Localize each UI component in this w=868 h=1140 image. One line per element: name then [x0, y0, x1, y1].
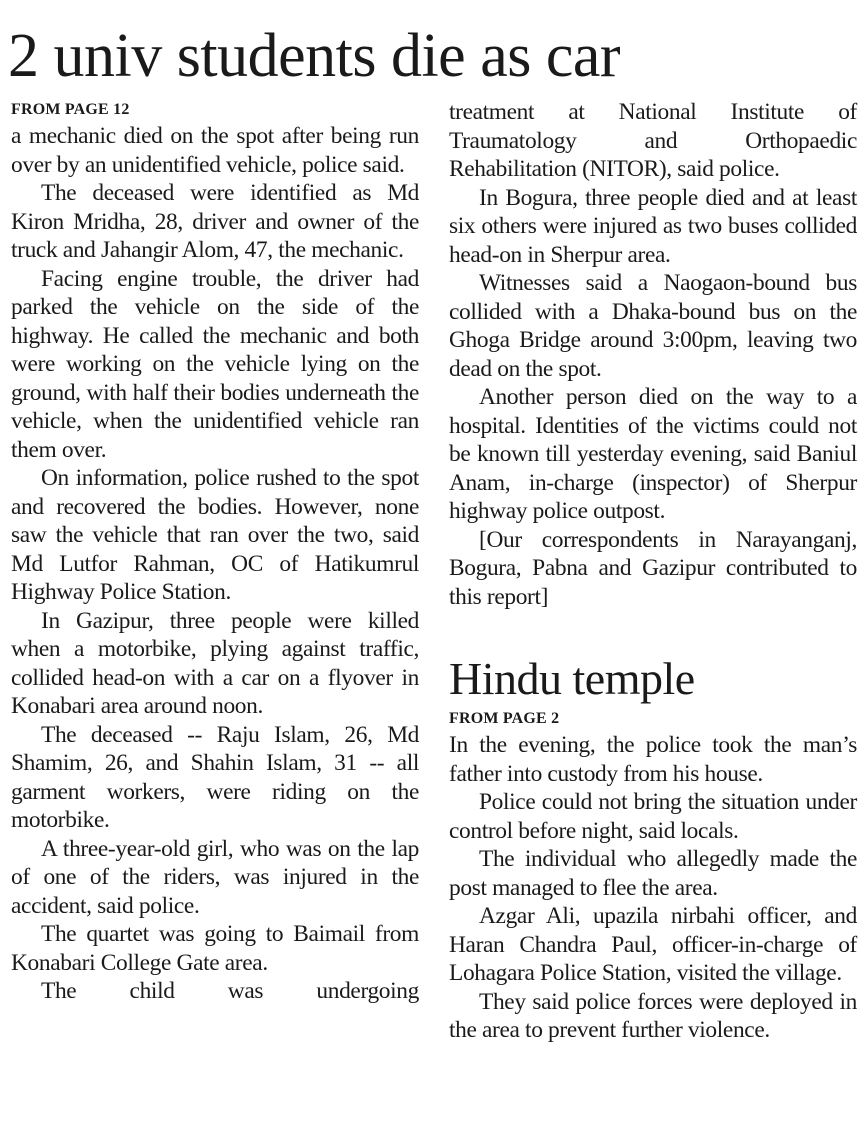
paragraph: In Bogura, three people died and at least six others were injured as two buses collided head-on in Sherpur area. [449, 184, 857, 268]
second-article-kicker: FROM PAGE 2 [449, 710, 560, 727]
paragraph: The deceased were identified as Md Kiron Mridha, 28, driver and owner of the truck and Jahangir Alom, 47, the mechanic. [11, 180, 419, 263]
paragraph: Azgar Ali, upazila nirbahi officer, and Haran Chandra Paul, officer-in-charge of Lohagara Police Station, visited the village. [449, 903, 857, 986]
paragraph: Facing engine trouble, the driver had parked the vehicle on the side of the highway. He called the mechanic and both were working on the vehicle lying on the ground, with half their bodies underneath the vehicle, when the unidentified vehicle ran them over. [11, 265, 419, 463]
paragraph-continuation: treatment at National Institute of Traumatology and Orthopaedic Rehabilitation (NITOR), said police. [449, 99, 857, 182]
paragraph: The deceased -- Raju Islam, 26, Md Shamim, 26, and Shahin Islam, 31 -- all garment workers, were riding on the motorbike. [11, 721, 419, 833]
paragraph: The quartet was going to Baimail from Konabari College Gate area. [11, 921, 419, 976]
left-column [11, 98, 419, 1006]
right-column [449, 98, 857, 1045]
article-kicker: FROM PAGE 12 [11, 101, 130, 118]
paragraph: They said police forces were deployed in the area to prevent further violence. [449, 988, 857, 1043]
paragraph: Another person died on the way to a hospital. Identities of the victims could not be known till yesterday evening, said Baniul Anam, in-charge (inspector) of Sherpur highway police outpost. [449, 384, 857, 524]
article-headline: 2 univ students die as car [8, 22, 621, 90]
paragraph: a mechanic died on the spot after being run over by an unidentified vehicle, police said. [11, 123, 419, 178]
paragraph: In the evening, the police took the man’s father into custody from his house. [449, 732, 857, 787]
paragraph: On information, police rushed to the spot and recovered the bodies. However, none saw the vehicle that ran over the two, said Md Lutfor Rahman, OC of Hatikumrul Highway Police Station. [11, 465, 419, 605]
paragraph-continued: The child was undergoing [41, 978, 419, 1004]
paragraph: In Gazipur, three people were killed when a motorbike, plying against traffic, collided head-on with a car on a flyover in Konabari area around noon. [11, 607, 419, 719]
paragraph: Witnesses said a Naogaon-bound bus collided with a Dhaka-bound bus on the Ghoga Bridge around 3:00pm, leaving two dead on the spot. [449, 270, 857, 382]
second-article-headline: Hindu temple [449, 653, 695, 704]
paragraph: The individual who allegedly made the post managed to flee the area. [449, 846, 857, 901]
paragraph: A three-year-old girl, who was on the lap of one of the riders, was injured in the accident, said police. [11, 835, 419, 919]
paragraph: Police could not bring the situation under control before night, said locals. [449, 789, 857, 844]
paragraph: [Our correspondents in Narayanganj, Bogura, Pabna and Gazipur contributed to this report] [449, 526, 857, 610]
